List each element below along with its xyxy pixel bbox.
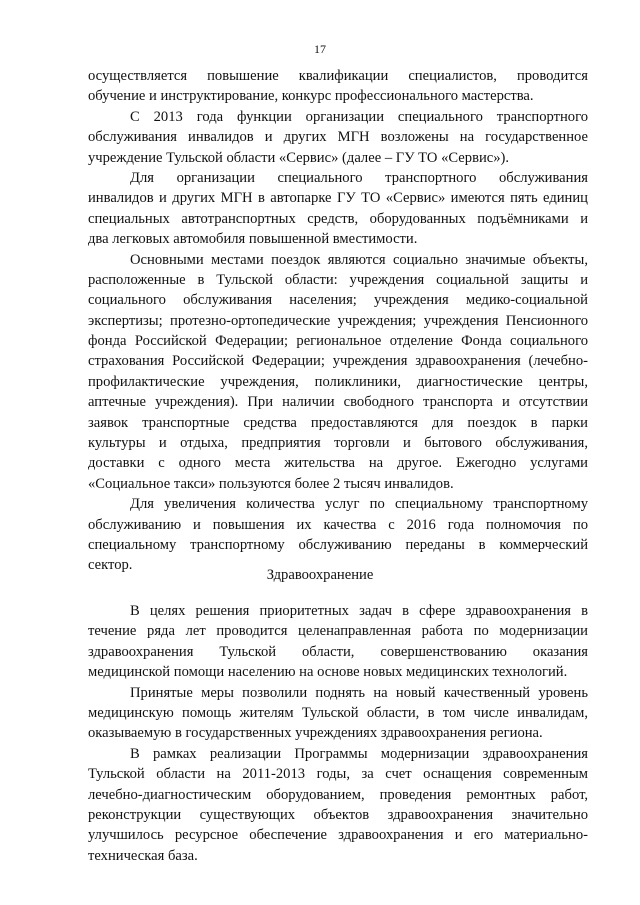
text-line: культуры и отдыха, предприятия торговли и бытового обслуживания,	[88, 435, 588, 452]
text-line: техническая база.	[88, 847, 198, 864]
text-line: Принятые меры позволили поднять на новый качественный уровень	[130, 684, 588, 701]
section-heading: Здравоохранение	[266, 567, 374, 583]
text-line: В рамках реализации Программы модернизации здравоохранения	[130, 745, 588, 762]
text-line: улучшилось ресурсное обеспечение здравоохранения и его материально-	[88, 827, 588, 844]
text-line: два легковых автомобиля повышенной вместимости.	[88, 231, 418, 248]
text-line: обучение и инструктирование, конкурс профессионального мастерства.	[88, 88, 534, 105]
text-line: Для организации специального транспортного обслуживания	[130, 169, 588, 186]
text-line: осуществляется повышение квалификации специалистов, проводится	[88, 68, 588, 84]
text-line: специальному транспортному обслуживанию переданы в коммерческий	[88, 536, 588, 553]
text-line: экспертизы; протезно-ортопедические учреждения; учреждения Пенсионного	[88, 312, 588, 329]
text-line: Тульской области на 2011-2013 годы, за счет оснащения современным	[88, 766, 588, 783]
text-line: В целях решения приоритетных задач в сфере здравоохранения в	[130, 603, 588, 619]
page-number: 17	[314, 42, 326, 56]
text-line: расположенные в Тульской области: учреждения социальной защиты и	[88, 271, 588, 288]
text-line: реконструкции существующих объектов здравоохранения значительно	[88, 806, 588, 823]
text-line: лечебно-диагностическим оборудованием, проведения ремонтных работ,	[88, 786, 588, 803]
text-line: учреждение Тульской области «Сервис» (далее – ГУ ТО «Сервис»).	[88, 149, 510, 166]
text-line: аптечные учреждения). При наличии свободного транспорта и отсутствии	[88, 394, 588, 411]
text-line: инвалидов и других МГН в автопарке ГУ ТО «Сервис» имеются пять единиц	[88, 190, 588, 207]
text-line: социального обслуживания населения; учреждения медико-социальной	[88, 292, 588, 309]
text-line: оказываемую в государственных учреждениях здравоохранения региона.	[88, 725, 543, 742]
text-line: страхования Российской Федерации; учреждения здравоохранения (лечебно-	[88, 353, 588, 370]
text-line: фонда Российской Федерации; региональное отделение Фонда социального	[88, 333, 588, 350]
text-line: профилактические учреждения, поликлиники, диагностические центры,	[88, 373, 588, 390]
text-line: доставки с одного места жительства на другое. Ежегодно услугами	[88, 455, 588, 472]
text-line: «Социальное такси» пользуются более 2 тысяч инвалидов.	[88, 475, 454, 492]
text-line: Для увеличения количества услуг по специальному транспортному	[130, 496, 588, 513]
body-text-section-2	[88, 601, 588, 866]
text-line: С 2013 года функции организации специального транспортного	[130, 108, 588, 125]
text-line: течение ряда лет проводится целенаправленная работа по модернизации	[88, 623, 588, 640]
text-line: Основными местами поездок являются социально значимые объекты,	[130, 251, 588, 268]
text-line: медицинскую помощь жителям Тульской области, в том числе инвалидам,	[88, 704, 588, 721]
text-line: сектор.	[88, 557, 133, 574]
text-line: специальных автотранспортных средств, оборудованных подъёмниками и	[88, 210, 588, 227]
text-line: обслуживания инвалидов и других МГН возложены на государственное	[88, 129, 588, 146]
text-line: здравоохранения Тульской области, совершенствованию оказания	[88, 643, 588, 660]
text-line: обслуживанию и повышения их качества с 2016 года полномочия по	[88, 516, 588, 533]
body-text-section-1	[88, 66, 588, 576]
text-line: медицинской помощи населению на основе новых медицинских технологий.	[88, 664, 568, 681]
text-line: заявок транспортные средства предоставляются для поездок в парки	[88, 414, 588, 431]
